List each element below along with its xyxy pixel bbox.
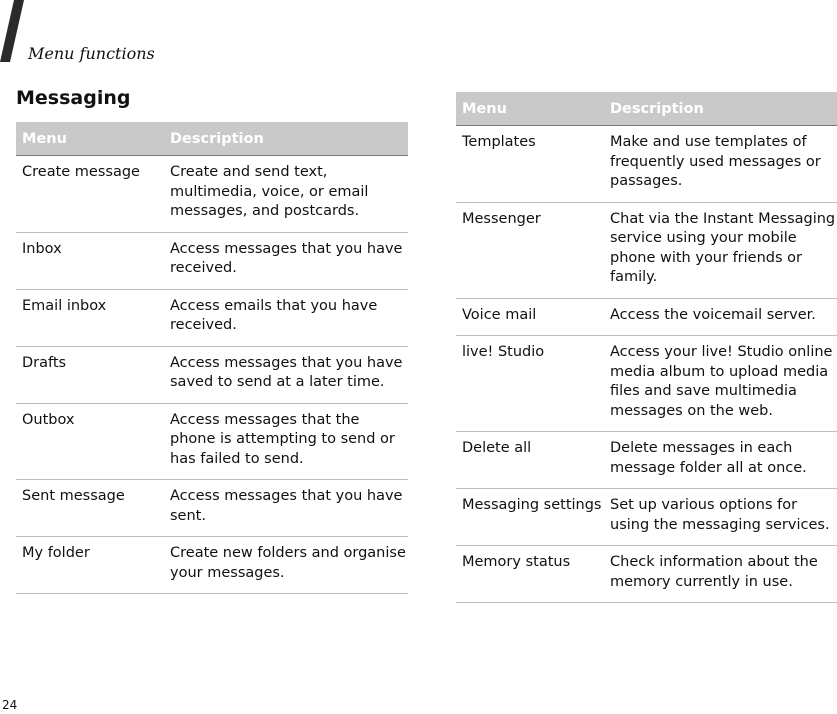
description-cell: Access the voicemail server. <box>604 298 837 336</box>
menu-cell: Outbox <box>16 403 164 480</box>
description-cell: Delete messages in each message folder all at once. <box>604 432 837 489</box>
table-row <box>456 432 837 489</box>
menu-cell: Delete all <box>456 432 604 489</box>
description-cell: Set up various options for using the messaging services. <box>604 489 837 546</box>
table-row <box>16 403 408 480</box>
column-header-description: Description <box>164 122 408 156</box>
menu-cell: Sent message <box>16 480 164 537</box>
description-cell: Access messages that you have received. <box>164 232 408 289</box>
description-cell: Chat via the Instant Messaging service using your mobile phone with your friends or family. <box>604 202 837 298</box>
menu-cell: My folder <box>16 537 164 594</box>
section-title: Messaging <box>16 87 131 109</box>
description-cell: Access messages that the phone is attempting to send or has failed to send. <box>164 403 408 480</box>
menu-cell: live! Studio <box>456 336 604 432</box>
description-cell: Create and send text, multimedia, voice, or email messages, and postcards. <box>164 156 408 233</box>
menu-cell: Inbox <box>16 232 164 289</box>
running-head: Menu functions <box>28 44 155 63</box>
page-number: 24 <box>2 698 18 712</box>
description-cell: Create new folders and organise your messages. <box>164 537 408 594</box>
table-row <box>16 289 408 346</box>
table-row <box>16 156 408 233</box>
column-header-menu: Menu <box>456 92 604 126</box>
table-row <box>456 489 837 546</box>
table-row <box>456 336 837 432</box>
menu-cell: Messenger <box>456 202 604 298</box>
table-row <box>16 346 408 403</box>
table-header-row <box>16 122 408 156</box>
table-row <box>456 126 837 203</box>
menu-cell: Messaging settings <box>456 489 604 546</box>
table-row <box>456 202 837 298</box>
description-cell: Access your live! Studio online media album to upload media files and save multimedia messages on the web. <box>604 336 837 432</box>
menu-cell: Templates <box>456 126 604 203</box>
table-header-row <box>456 92 837 126</box>
description-cell: Make and use templates of frequently used messages or passages. <box>604 126 837 203</box>
menu-cell: Voice mail <box>456 298 604 336</box>
column-header-menu: Menu <box>16 122 164 156</box>
menu-cell: Email inbox <box>16 289 164 346</box>
table-row <box>456 298 837 336</box>
column-header-description: Description <box>604 92 837 126</box>
menu-cell: Create message <box>16 156 164 233</box>
description-cell: Access emails that you have received. <box>164 289 408 346</box>
table-row <box>16 537 408 594</box>
table-row <box>16 480 408 537</box>
header-slash-bar <box>0 0 30 62</box>
left-menu-table <box>16 122 408 594</box>
description-cell: Access messages that you have sent. <box>164 480 408 537</box>
description-cell: Access messages that you have saved to send at a later time. <box>164 346 408 403</box>
menu-cell: Memory status <box>456 546 604 603</box>
description-cell: Check information about the memory currently in use. <box>604 546 837 603</box>
menu-cell: Drafts <box>16 346 164 403</box>
table-row <box>456 546 837 603</box>
right-menu-table <box>456 92 837 603</box>
table-row <box>16 232 408 289</box>
